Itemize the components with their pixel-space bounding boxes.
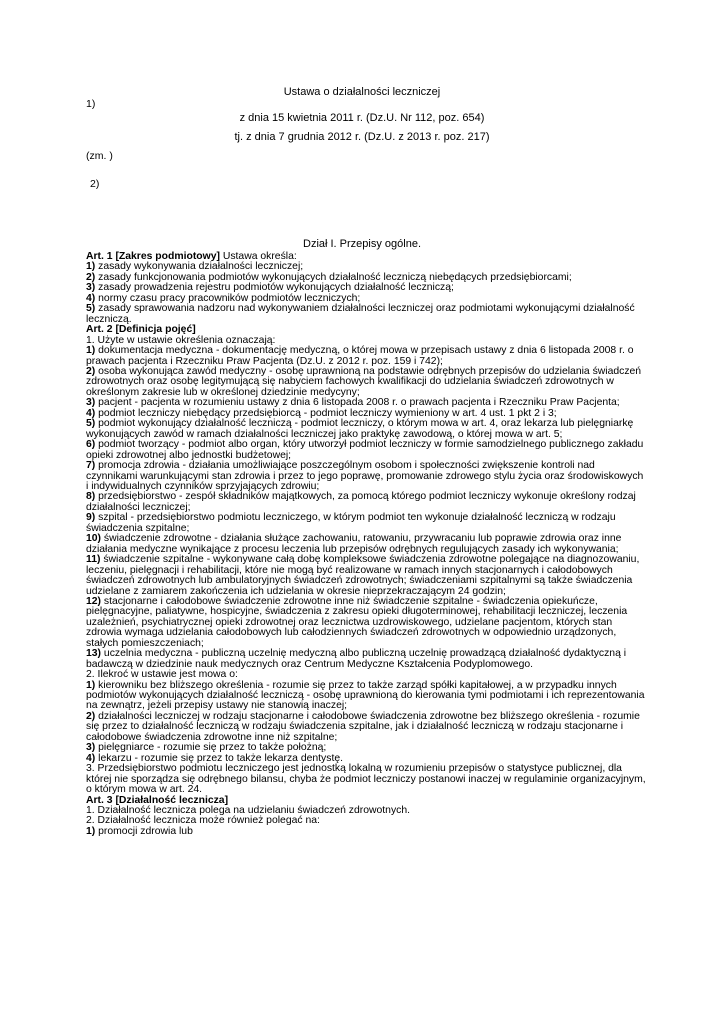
article-2-item-text: stacjonarne i całodobowe świadczenie zdrowotne inne niż świadczenie szpitalne - świadczenia opiekuńcze, pielęgnacyjne, paliatywne, hospicyjne, świadczenia z zakresu opieki długoterminowej, rehabilitacji leczniczej, leczenia uzależnień, psychiatrycznej opieki zdrowotnej oraz lecznictwa uzdrowiskowego, udzielane pacjentom, których stan zdrowia wymaga udzielania całodobowych lub całodziennych świadczeń zdrowotnych w odpowiednio urządzonych, stałych pomieszczeniach; bbox=[86, 595, 628, 649]
article-2-item-text: podmiot leczniczy niebędący przedsiębiorcą - podmiot leczniczy wymieniony w art. 4 ust. 1 pkt 2 i 3; bbox=[95, 407, 557, 419]
article-2-par2-item-number: 4) bbox=[86, 752, 96, 764]
article-2-item-text: uczelnia medyczna - publiczną uczelnię medyczną albo publiczną uczelnię prowadzącą działalność dydaktyczną i badawczą w dziedzinie nauk medycznych oraz Centrum Medyczne Kształcenia Podyplomowego. bbox=[86, 648, 627, 670]
article-2-item-text: osoba wykonująca zawód medyczny - osobę uprawnioną na podstawie odrębnych przepisów do udzielania świadczeń zdrowotnych oraz osobę legitymującą się nabyciem fachowych kwalifikacji do udzielania świadczeń zdrowotnych w określonym zakresie lub w określonej dziedzinie medycyny; bbox=[86, 365, 642, 398]
article-2-item-text: dokumentacja medyczna - dokumentację medyczną, o której mowa w przepisach ustawy z dnia 6 listopada 2008 r. o prawach pacjenta i Rzeczniku Praw Pacjenta (Dz.U. z 2012 r. poz. 159 i 742); bbox=[86, 345, 634, 367]
article-2-item bbox=[86, 440, 646, 461]
article-2-item-text: podmiot tworzący - podmiot albo organ, który utworzył podmiot leczniczy w formie samodzielnego publicznego zakładu opieki zdrowotnej albo jednostki budżetowej; bbox=[86, 439, 644, 461]
article-2-par3: 3. Przedsiębiorstwo podmiotu leczniczego jest jednostką lokalną w rozumieniu przepisów o statystyce publicznej, dla której nie sporządza się odrębnego bilansu, chyba że podmiot leczniczy postanowi inaczej w regulaminie organizacyjnym, o którym mowa w art. 24. bbox=[86, 763, 646, 796]
article-2-par2-item-number: 1) bbox=[86, 679, 96, 691]
article-2-item-number: 4) bbox=[86, 407, 96, 419]
article-2-par2-intro: 2. Ilekroć w ustawie jest mowa o: bbox=[86, 669, 238, 681]
article-2-par2-item bbox=[86, 681, 646, 712]
amendments-note: (zm. ) bbox=[86, 150, 113, 162]
article-1-item-text: zasady wykonywania działalności leczniczej; bbox=[95, 261, 304, 273]
article-2-item bbox=[86, 649, 646, 670]
article-2-heading: Art. 2 [Definicja pojęć] bbox=[86, 324, 196, 336]
article-1-item-number: 3) bbox=[86, 282, 96, 294]
article-2-item-text: promocja zdrowia - działania umożliwiające poszczególnym osobom i społeczności zwiększenie kontroli nad czynnikami warunkującymi stan zdrowia i przez to jego poprawę, promowanie zdrowego stylu życia oraz środowiskowych i indywidualnych czynników sprzyjających zdrowiu; bbox=[86, 460, 644, 492]
article-2-item-text: podmiot wykonujący działalność leczniczą - podmiot leczniczy, o którym mowa w art. 4, oraz lekarza lub pielęgniarkę wykonujących zawód w ramach działalności leczniczej jako praktykę zawodową, o której mowa w art. 5; bbox=[86, 418, 634, 440]
article-2-item-text: świadczenie zdrowotne - działania służące zachowaniu, ratowaniu, przywracaniu lub poprawie zdrowia oraz inne działania medyczne wynikające z procesu leczenia lub przepisów odrębnych regulujących zasady ich wykonywania; bbox=[86, 533, 622, 555]
article-1-item-text: zasady funkcjonowania podmiotów wykonujących działalność leczniczą niebędących przedsiębiorcami; bbox=[95, 271, 572, 283]
article-2-item-text: świadczenie szpitalne - wykonywane całą dobę kompleksowe świadczenia zdrowotne polegające na diagnozowaniu, leczeniu, pielęgnacji i rehabilitacji, które nie mogą być realizowane w ramach innych stacjonarnych i całodobowych świadczeń zdrowotnych lub ambulatoryjnych świadczeń zdrowotnych; świadczeniami szpitalnymi są także świadczenia udzielane z zamiarem zakończenia ich udzielania w okresie nieprzekraczającym 24 godzin; bbox=[86, 554, 640, 597]
article-2-item-number: 2) bbox=[86, 365, 96, 377]
article-2-par2-item-text: pielęgniarce - rozumie się przez to także położną; bbox=[95, 742, 327, 754]
article-2-item-number: 1) bbox=[86, 345, 96, 357]
article-3-item-number: 1) bbox=[86, 825, 96, 837]
article-2-item-number: 11) bbox=[86, 554, 101, 566]
article-2-item-number: 3) bbox=[86, 397, 96, 409]
article-2-item bbox=[86, 367, 646, 398]
enactment-date: z dnia 15 kwietnia 2011 r. (Dz.U. Nr 112, poz. 654) bbox=[239, 112, 485, 124]
article-1-item-number: 1) bbox=[86, 261, 96, 273]
article-2-item-number: 5) bbox=[86, 418, 96, 430]
article-2-items bbox=[86, 346, 646, 670]
article-2-par2-item bbox=[86, 712, 646, 743]
consolidated-text-date: tj. z dnia 7 grudnia 2012 r. (Dz.U. z 2013 r. poz. 217) bbox=[234, 131, 490, 143]
footnote-marker-1: 1) bbox=[86, 98, 96, 110]
article-1-items bbox=[86, 262, 646, 325]
article-2-item-number: 8) bbox=[86, 491, 96, 503]
article-1-intro: Ustawa określa: bbox=[219, 251, 297, 262]
article-2-item-number: 12) bbox=[86, 595, 102, 607]
article-2-intro: 1. Użyte w ustawie określenia oznaczają: bbox=[86, 334, 276, 346]
article-2-item bbox=[86, 555, 646, 597]
article-2-item bbox=[86, 346, 646, 367]
article-2-par2-item-number: 2) bbox=[86, 710, 96, 722]
article-3-items bbox=[86, 827, 646, 837]
article-2-par2-item-number: 3) bbox=[86, 742, 96, 754]
article-3-par2: 2. Działalność lecznicza może również polegać na: bbox=[86, 815, 320, 827]
document-body bbox=[86, 252, 646, 837]
section-title: Dział I. Przepisy ogólne. bbox=[303, 238, 421, 250]
article-2-par2-item-text: lekarzu - rozumie się przez to także lekarza dentystę. bbox=[95, 752, 343, 764]
article-2-item bbox=[86, 597, 646, 649]
article-1-item-text: zasady prowadzenia rejestru podmiotów wykonujących działalność leczniczą; bbox=[95, 282, 454, 294]
document-title: Ustawa o działalności leczniczej bbox=[283, 86, 441, 98]
article-1-item-number: 4) bbox=[86, 292, 96, 304]
article-2-item bbox=[86, 461, 646, 492]
article-2-item-text: przedsiębiorstwo - zespół składników majątkowych, za pomocą którego podmiot leczniczy wykonuje określony rodzaj działalności leczniczej; bbox=[86, 491, 636, 513]
article-2-par2-items bbox=[86, 681, 646, 765]
footnote-marker-2: 2) bbox=[90, 178, 100, 190]
article-2-item-number: 6) bbox=[86, 439, 96, 451]
article-2-par2-item-text: działalności leczniczej w rodzaju stacjonarne i całodobowe świadczenia zdrowotne bez bliższego określenia - rozumie się przez to działalność leczniczą w rodzaju świadczenia szpitalne, jak i działalność leczniczą w rodzaju stacjonarne i całodobowe świadczenia zdrowotne inne niż szpitalne; bbox=[86, 710, 640, 743]
article-2-item bbox=[86, 419, 646, 440]
article-1-heading: Art. 1 [Zakres podmiotowy] bbox=[86, 251, 220, 262]
article-2-item-text: pacjent - pacjenta w rozumieniu ustawy z dnia 6 listopada 2008 r. o prawach pacjenta i Rzeczniku Praw Pacjenta; bbox=[95, 397, 620, 409]
article-2-item-number: 10) bbox=[86, 533, 102, 545]
article-2-item bbox=[86, 534, 646, 555]
article-2-item-number: 7) bbox=[86, 460, 96, 472]
article-2-item-number: 9) bbox=[86, 512, 96, 524]
article-2-item bbox=[86, 513, 646, 534]
article-2-item-number: 13) bbox=[86, 648, 102, 660]
article-1-item-number: 5) bbox=[86, 303, 96, 315]
article-2-par2-item-text: kierowniku bez bliższego określenia - rozumie się przez to także zarząd spółki kapitałowej, a w przypadku innych podmiotów wykonujących działalność leczniczą - osobę uprawnioną do kierowania tymi podmiotami i ich reprezentowania na zewnątrz, jeżeli przepisy ustawy nie stanowią inaczej; bbox=[86, 679, 645, 712]
article-1-item-text: normy czasu pracy pracowników podmiotów leczniczych; bbox=[95, 292, 361, 304]
article-1-item bbox=[86, 304, 646, 325]
article-3-item-text: promocji zdrowia lub bbox=[95, 825, 193, 837]
article-2-item bbox=[86, 492, 646, 513]
article-3-item bbox=[86, 827, 646, 837]
article-3-par1: 1. Działalność lecznicza polega na udzielaniu świadczeń zdrowotnych. bbox=[86, 805, 411, 817]
article-2-item-text: szpital - przedsiębiorstwo podmiotu leczniczego, w którym podmiot ten wykonuje działalność leczniczą w rodzaju świadczenia szpitalne; bbox=[86, 512, 616, 534]
article-3-heading: Art. 3 [Działalność lecznicza] bbox=[86, 794, 229, 806]
article-1-item-text: zasady sprawowania nadzoru nad wykonywaniem działalności leczniczej oraz podmiotami wykonującymi działalność leczniczą. bbox=[86, 303, 635, 325]
article-1-item-number: 2) bbox=[86, 271, 96, 283]
